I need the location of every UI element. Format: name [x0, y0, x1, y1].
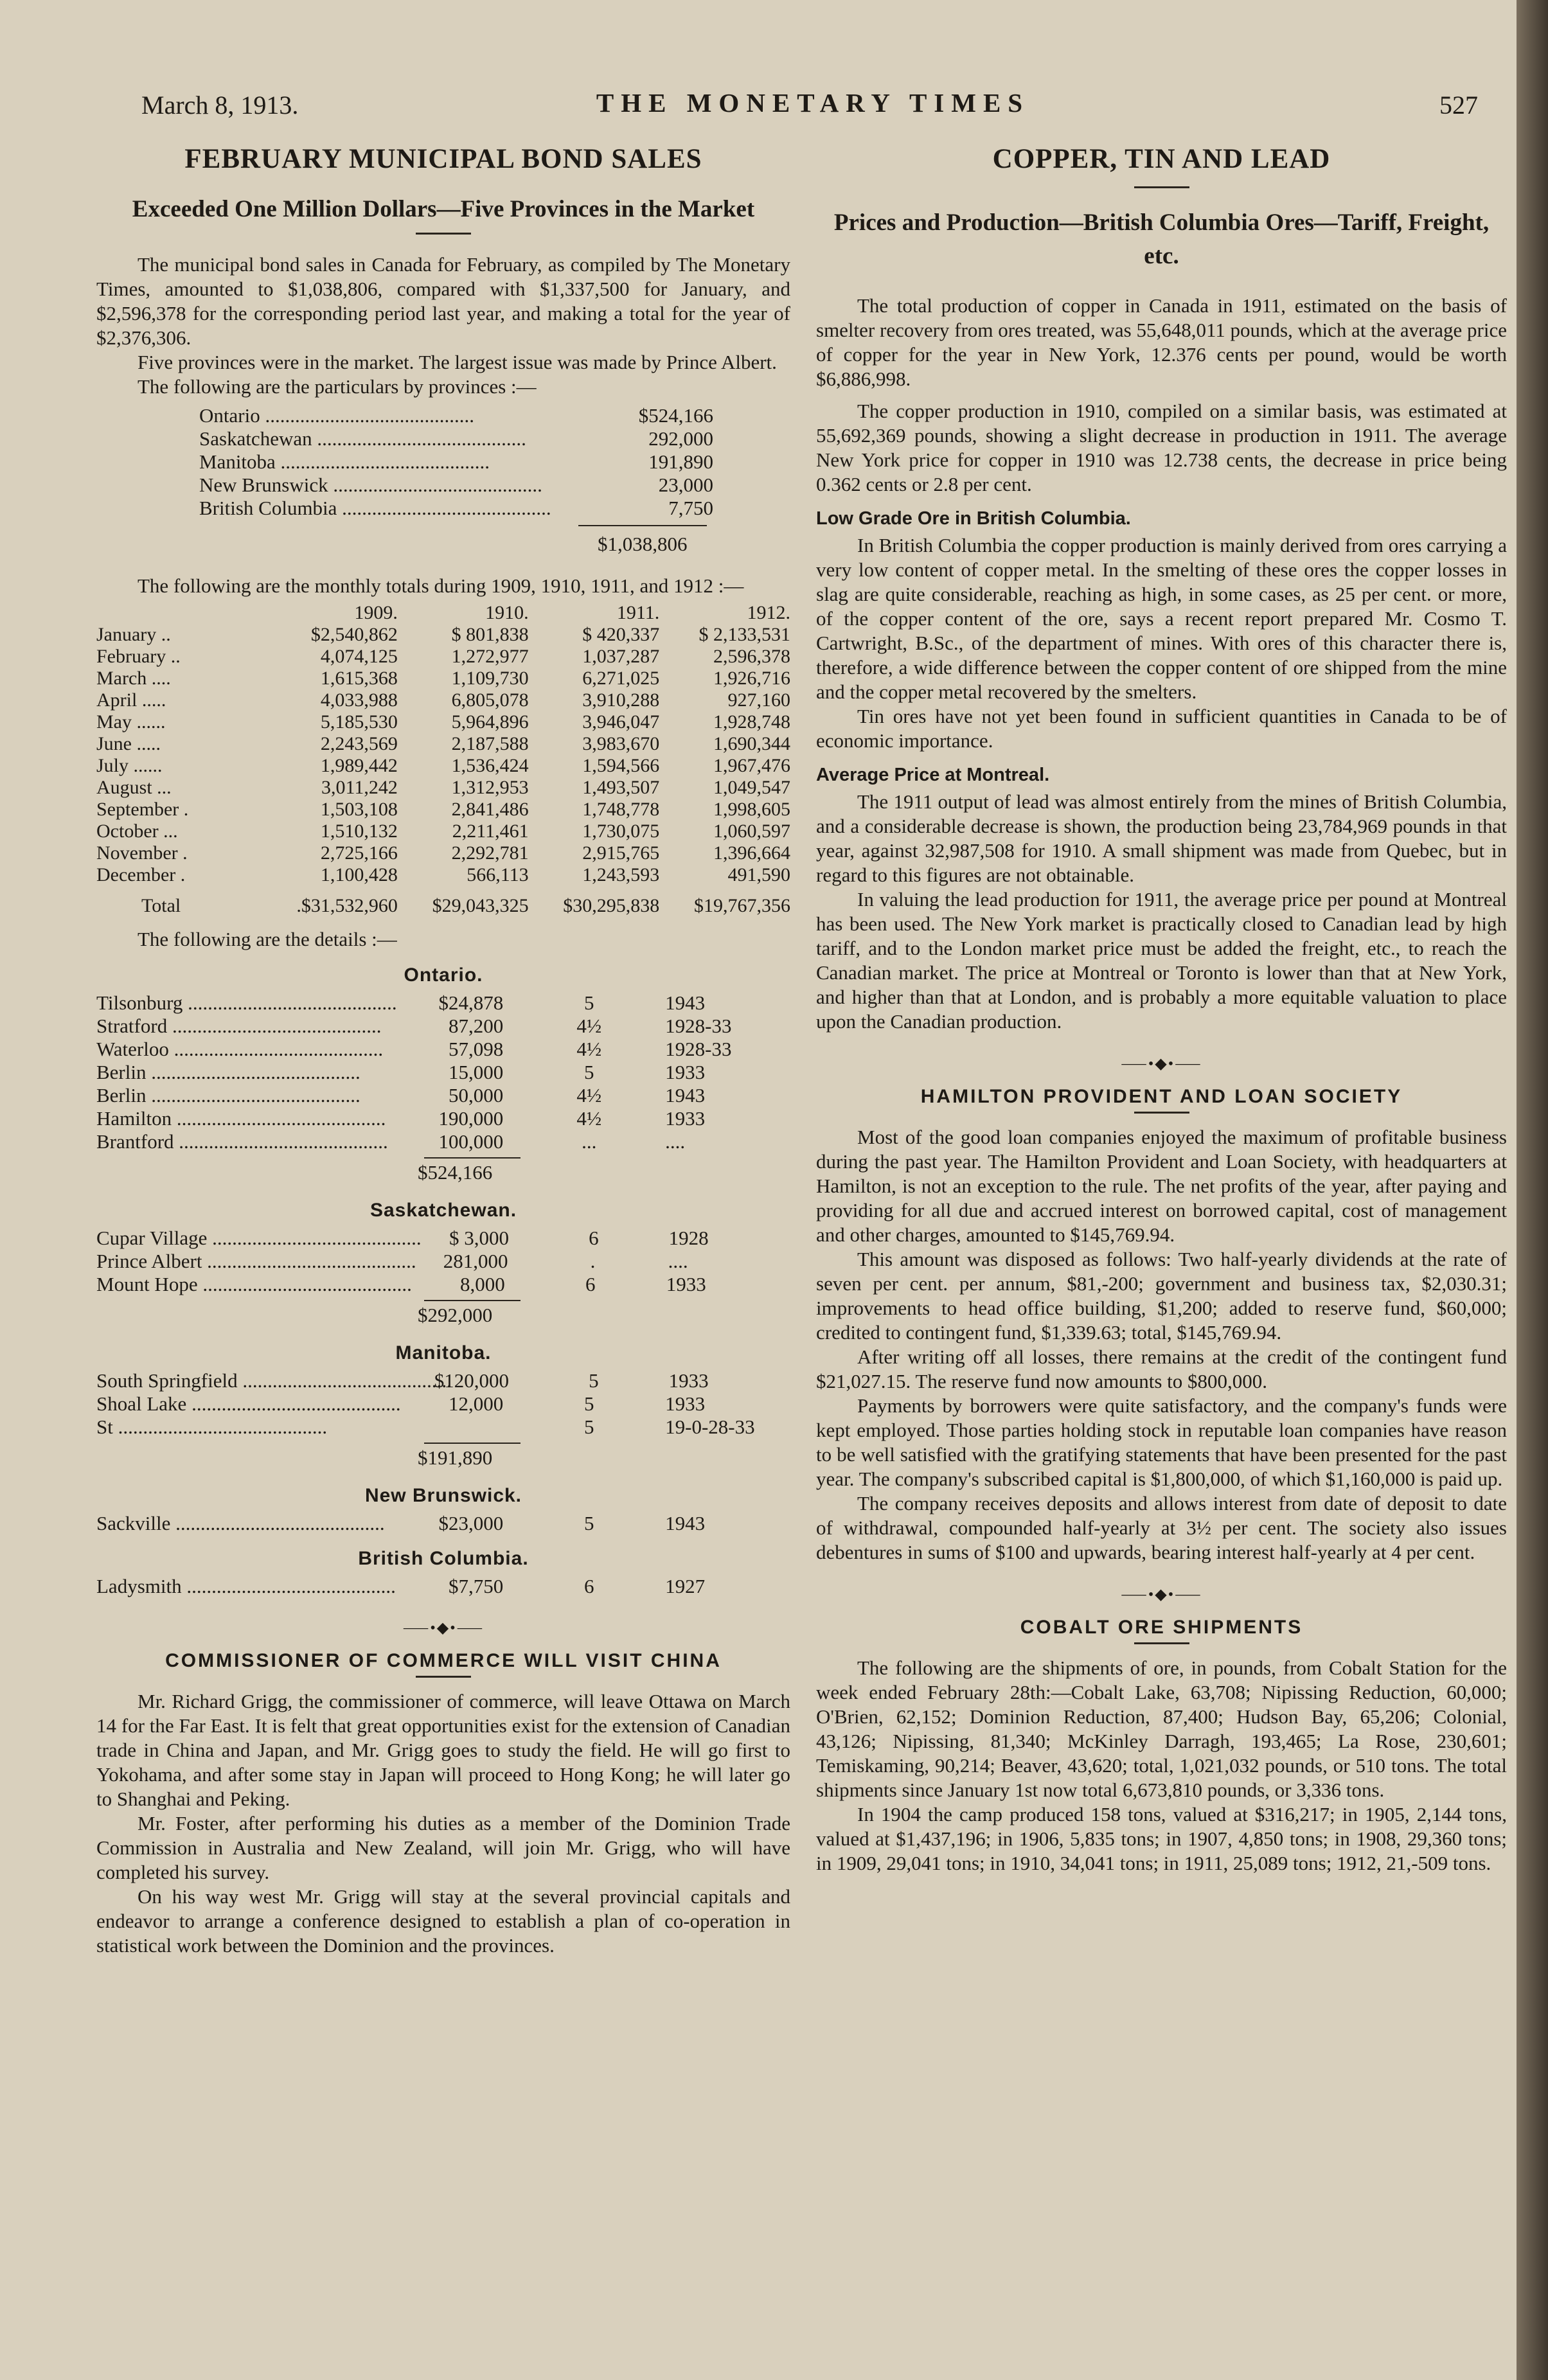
maturity-year: 1933 — [665, 1107, 706, 1130]
detail-row — [96, 1273, 790, 1296]
value-cell: 2,725,166 — [320, 842, 398, 864]
value-cell: 1,510,132 — [320, 821, 398, 842]
value-cell: 1,312,953 — [451, 777, 529, 798]
value-cell: 4,074,125 — [320, 646, 398, 667]
value-cell: 1,493,507 — [582, 777, 660, 798]
issue-amount: $24,878 — [438, 991, 504, 1014]
maturity-year: 1928 — [668, 1227, 709, 1249]
issue-amount: 100,000 — [438, 1130, 504, 1153]
interest-rate: 4½ — [576, 1107, 602, 1130]
value-cell: 2,187,588 — [451, 733, 529, 754]
details-intro: The following are the details :— — [138, 928, 397, 950]
copper-para-1: The total production of copper in Canada in 1911, estimated on the basis of smelter recovery from ores treated, was 55,648,011 pounds, which at the average price of copper for the year in New York, 12.376 cents per pound, would be worth $6,886,998. — [816, 294, 1507, 390]
maturity-year: 1933 — [666, 1273, 706, 1295]
issue-amount: 57,098 — [449, 1038, 504, 1060]
value-cell: $ 2,133,531 — [698, 624, 790, 645]
province-subtotal: $292,000 — [418, 1304, 493, 1326]
provinces-list — [96, 404, 790, 520]
interest-rate: 5 — [583, 991, 594, 1014]
monthly-intro: The following are the monthly totals during 1909, 1910, 1911, and 1912 :— — [138, 574, 744, 597]
provinces-total: $1,038,806 — [598, 533, 688, 555]
maturity-year: 1943 — [665, 1512, 706, 1534]
municipality-name: Brantford .......................................... — [96, 1130, 388, 1153]
interest-rate: 6 — [583, 1575, 594, 1597]
province-heading: Saskatchewan. — [369, 1200, 517, 1221]
maturity-year: .... — [668, 1250, 688, 1272]
value-cell: 4,033,988 — [320, 689, 398, 711]
detail-row — [96, 1061, 790, 1084]
detail-row — [96, 1369, 790, 1392]
detail-row — [96, 1038, 790, 1061]
book-spine — [1517, 0, 1548, 2380]
hamilton-para-5: The company receives deposits and allows interest from date of deposit to date of withdrawal, compounded half-yearly at 3½ per cent. The society also issues debentures in sums of $100 and upwards, bearing interest half-yearly at 4 per cent. — [816, 1492, 1507, 1563]
hamilton-para-3: After writing off all losses, there remains at the credit of the contingent fund $21,027.15. The reserve fund now amounts to $800,000. — [816, 1345, 1507, 1392]
value-cell: $ 420,337 — [582, 624, 660, 645]
value-cell: 3,011,242 — [321, 777, 398, 798]
detail-row — [96, 1130, 790, 1153]
copper-subtitle: Prices and Production—British Columbia Ores—Tariff, Freight, etc. — [833, 209, 1490, 269]
value-cell: 3,910,288 — [582, 689, 660, 711]
value-cell: 2,211,461 — [452, 821, 529, 842]
table-row — [96, 668, 790, 689]
province-row — [199, 427, 790, 450]
month-cell: April ..... — [96, 689, 166, 711]
bond-sales-para-2: Five provinces were in the market. The largest issue was made by Prince Albert. — [138, 351, 777, 373]
table-row — [96, 755, 790, 777]
value-cell: 1,396,664 — [713, 842, 790, 864]
hamilton-title: HAMILTON PROVIDENT AND LOAN SOCIETY — [920, 1086, 1403, 1107]
value-cell: 1,926,716 — [713, 668, 790, 689]
montreal-heading: Average Price at Montreal. — [816, 765, 1050, 785]
value-cell: 2,243,569 — [320, 733, 398, 754]
value-cell: 2,596,378 — [713, 646, 790, 667]
table-row — [96, 799, 790, 821]
total-cell: .$31,532,960 — [296, 895, 398, 916]
interest-rate: . — [590, 1250, 596, 1272]
province-name: Saskatchewan .......................................... — [199, 427, 526, 450]
ornament-divider: ⸺•◆•⸺ — [1121, 1586, 1202, 1603]
value-cell: 1,989,442 — [320, 755, 398, 776]
divider — [416, 1676, 471, 1678]
maturity-year: 1943 — [665, 991, 706, 1014]
municipality-name: Berlin .......................................... — [96, 1084, 360, 1106]
value-cell: 1,503,108 — [320, 799, 398, 820]
province-heading: Ontario. — [404, 964, 483, 986]
issue-amount: 8,000 — [460, 1273, 505, 1295]
issue-amount: 50,000 — [449, 1084, 504, 1106]
month-cell: December . — [96, 864, 186, 885]
cobalt-title: COBALT ORE SHIPMENTS — [1020, 1617, 1303, 1638]
issue-amount: $7,750 — [449, 1575, 504, 1597]
month-cell: September . — [96, 799, 189, 820]
month-cell: August ... — [96, 777, 172, 798]
page-number: 527 — [1439, 91, 1478, 120]
sum-rule — [578, 525, 707, 526]
province-name: Ontario .......................................... — [199, 404, 474, 427]
table-row — [96, 689, 790, 711]
total-label: Total — [141, 895, 181, 916]
month-cell: January .. — [96, 624, 171, 645]
table-row — [96, 624, 790, 646]
value-cell: 2,292,781 — [451, 842, 529, 864]
commerce-para-3: On his way west Mr. Grigg will stay at the several provincial capitals and endeavor to arrange a conference designed to establish a plan of co-operation in statistical work between the Dominion and the provinces. — [96, 1885, 790, 1957]
divider — [1134, 1112, 1189, 1114]
municipality-name: Shoal Lake .......................................... — [96, 1392, 401, 1415]
right-column — [816, 138, 1507, 1876]
issue-amount: 281,000 — [443, 1250, 508, 1272]
month-cell: November . — [96, 842, 188, 864]
detail-row — [96, 1015, 790, 1038]
province-heading: British Columbia. — [358, 1548, 529, 1569]
value-cell: 1,100,428 — [320, 864, 398, 885]
issue-amount — [409, 1416, 503, 1439]
ornament-divider: ⸺•◆•⸺ — [402, 1620, 485, 1637]
municipality-name: Waterloo .......................................... — [96, 1038, 384, 1060]
value-cell: 1,967,476 — [713, 755, 790, 776]
municipality-name: Cupar Village .......................................... — [96, 1227, 422, 1249]
province-heading: New Brunswick. — [364, 1485, 522, 1506]
low-grade-heading: Low Grade Ore in British Columbia. — [816, 508, 1131, 529]
maturity-year: 1933 — [665, 1392, 706, 1415]
value-cell: 491,590 — [727, 864, 790, 885]
interest-rate: 5 — [583, 1416, 594, 1438]
value-cell: 5,964,896 — [451, 711, 529, 733]
province-row — [199, 497, 790, 520]
table-row — [96, 733, 790, 755]
municipality-name: Sackville .......................................... — [96, 1512, 385, 1534]
details-list — [96, 964, 790, 1598]
cobalt-para-2: In 1904 the camp produced 158 tons, valued at $316,217; in 1905, 2,144 tons, valued at $1,437,196; in 1906, 5,835 tons; in 1907, 4,850 tons; in 1908, 29,360 tons; in 1909, 29,041 tons; in 1910, 34,041 tons; in 1911, 25,089 tons; 1912, 21,-509 tons. — [816, 1803, 1507, 1874]
month-cell: June ..... — [96, 733, 161, 754]
municipality-name: Prince Albert .......................................... — [96, 1250, 416, 1272]
left-column — [96, 138, 790, 1958]
divider — [1134, 1642, 1189, 1644]
detail-row — [96, 1227, 790, 1250]
municipality-name: Mount Hope .......................................... — [96, 1273, 412, 1295]
month-cell: July ...... — [96, 755, 163, 776]
detail-row — [96, 1107, 790, 1130]
issue-amount: $120,000 — [434, 1369, 510, 1392]
province-row — [199, 474, 790, 497]
value-cell: 1,037,287 — [582, 646, 660, 667]
ornament-divider: ⸺•◆•⸺ — [1121, 1056, 1202, 1072]
table-row — [96, 777, 790, 799]
blank-cell — [96, 602, 266, 624]
cobalt-para-1: The following are the shipments of ore, in pounds, from Cobalt Station for the week ended February 28th:—Cobalt Lake, 63,708; Nipissing Reduction, 60,000; O'Brien, 62,152; Dominion Reduction, 87,400; Hudson Bay, 65,206; Colonial, 43,126; Nipissing, 81,340; McKinley Darragh, 193,465; La Rose, 230,601; Temiskaming, 90,214; Beaver, 43,620; total, 1,021,032 pounds, or 510 tons. The total shipments since January 1st now total 6,673,810 pounds, or 3,336 tons. — [816, 1656, 1507, 1801]
divider — [1134, 186, 1189, 188]
year-header: 1909. — [354, 602, 398, 623]
hamilton-para-1: Most of the good loan companies enjoyed the maximum of profitable business during the past year. The Hamilton Provident and Loan Society, with headquarters at Hamilton, is not an exception to the rule. The net profits of the year, after paying and providing for all due and accrued interest on borrowed capital, cost of management and other charges, amounted to $145,769.94. — [816, 1126, 1507, 1246]
detail-row — [96, 1250, 790, 1273]
table-row — [96, 646, 790, 668]
table-row — [96, 842, 790, 864]
issue-amount: $23,000 — [438, 1512, 504, 1534]
maturity-year: 1943 — [665, 1084, 706, 1106]
commerce-para-2: Mr. Foster, after performing his duties as a member of the Dominion Trade Commission in Australia and New Zealand, will join Mr. Grigg, who will have completed his survey. — [96, 1812, 790, 1883]
total-cell: $30,295,838 — [563, 895, 660, 916]
value-cell: 1,928,748 — [713, 711, 790, 733]
value-cell: 1,109,730 — [451, 668, 529, 689]
year-header: 1912. — [747, 602, 790, 623]
issue-amount: 87,200 — [449, 1015, 504, 1037]
total-cell: $29,043,325 — [432, 895, 529, 916]
maturity-year: 1933 — [665, 1061, 706, 1083]
value-cell: 3,946,047 — [582, 711, 660, 733]
year-header: 1911. — [616, 602, 660, 623]
municipality-name: Hamilton .......................................... — [96, 1107, 386, 1130]
province-subtotal: $191,890 — [418, 1446, 493, 1469]
copper-para-6: In valuing the lead production for 1911, the average price per pound at Montreal has been used. The New York market is practically closed to Canadian lead by high tariff, and to the London market price must be added the freight, etc., to reach the Canadian market. The price at Montreal or Toronto is lower than that at New York, and higher than that at London, and is probably a more equitable valuation to place upon the Canadian production. — [816, 888, 1507, 1033]
municipality-name: Stratford .......................................... — [96, 1015, 382, 1037]
interest-rate: 5 — [583, 1392, 594, 1415]
province-name: British Columbia .......................................... — [199, 497, 551, 519]
bond-sales-para-3: The following are the particulars by provinces :— — [138, 375, 537, 398]
municipality-name: Ladysmith .......................................... — [96, 1575, 396, 1597]
page-header — [135, 90, 1491, 129]
maturity-year: 1928-33 — [665, 1015, 732, 1037]
issue-amount: 15,000 — [449, 1061, 504, 1083]
bond-sales-para-1: The municipal bond sales in Canada for February, as compiled by The Monetary Times, amounted to $1,038,806, compared with $1,337,500 for January, and $2,596,378 for the corresponding period last year, and making a total for the year of $2,376,306. — [96, 253, 790, 349]
table-header-row — [96, 602, 790, 624]
value-cell: 1,730,075 — [582, 821, 660, 842]
table-row — [96, 821, 790, 842]
month-cell: May ...... — [96, 711, 166, 733]
copper-para-3: In British Columbia the copper production is mainly derived from ores carrying a very low content of copper metal. In the smelting of these ores the copper losses in slag are quite considerable, reaching as high, in some cases, as 25 per cent. or more, of the copper content of the ore, says a recent report prepared Mr. Cosmo T. Cartwright, B.Sc., of the department of mines. With ores of this character there is, therefore, a wide difference between the copper content of ore shipped from the mine and the copper metal recovered by the smelters. — [816, 534, 1507, 703]
maturity-year: 1928-33 — [665, 1038, 732, 1060]
detail-row — [96, 1512, 790, 1535]
province-row — [199, 404, 790, 427]
interest-rate: 6 — [585, 1273, 596, 1295]
interest-rate: 6 — [589, 1227, 599, 1249]
value-cell: 1,272,977 — [451, 646, 529, 667]
interest-rate: 4½ — [576, 1084, 602, 1106]
copper-para-5: The 1911 output of lead was almost entirely from the mines of British Columbia, and a considerable decrease is shown, the production being 23,784,969 pounds in that year, against 32,987,508 for 1910. A small shipment was made from Quebec, but in regard to this figures are not obtainable. — [816, 790, 1507, 886]
detail-row — [96, 1084, 790, 1107]
value-cell: $ 801,838 — [451, 624, 529, 645]
province-name: New Brunswick .......................................... — [199, 474, 542, 496]
municipality-name: South Springfield .......................................... — [96, 1369, 452, 1392]
table-row — [96, 864, 790, 886]
value-cell: 1,049,547 — [713, 777, 790, 798]
value-cell: 1,748,778 — [582, 799, 660, 820]
value-cell: 3,983,670 — [582, 733, 660, 754]
value-cell: 1,594,566 — [582, 755, 660, 776]
province-heading: Manitoba. — [395, 1342, 492, 1363]
municipality-name: St .......................................... — [96, 1416, 328, 1438]
province-row — [199, 450, 790, 474]
divider — [416, 233, 471, 235]
municipality-name: Berlin .......................................... — [96, 1061, 360, 1083]
province-amount: $524,166 — [638, 404, 713, 427]
issue-amount: 12,000 — [449, 1392, 504, 1415]
detail-row — [96, 1392, 790, 1416]
detail-row — [96, 1575, 790, 1598]
issue-amount: $ 3,000 — [449, 1227, 510, 1249]
province-amount: 191,890 — [648, 450, 713, 473]
total-row — [96, 886, 790, 917]
hamilton-para-2: This amount was disposed as follows: Two half-yearly dividends at the rate of seven per cent. per annum, $81,-200; government and business tax, $2,030.31; improvements to head office building, $1,200; added to reserve fund, $60,000; credited to contingent fund, $1,339.63; total, $145,769.94. — [816, 1248, 1507, 1344]
hamilton-para-4: Payments by borrowers were quite satisfactory, and the company's funds were kept employed. Those parties holding stock in reputable loan companies have reason to be well satisfied with the gratifying statements that have been presented for the past year. The company's subscribed capital is $1,800,000, of which $1,160,000 is paid up. — [816, 1394, 1507, 1490]
value-cell: 566,113 — [467, 864, 529, 885]
interest-rate: 5 — [589, 1369, 599, 1392]
value-cell: 927,160 — [727, 689, 790, 711]
month-cell: March .... — [96, 668, 171, 689]
value-cell: 6,805,078 — [451, 689, 529, 711]
interest-rate: 4½ — [576, 1038, 602, 1060]
maturity-year: 1927 — [665, 1575, 706, 1597]
value-cell: 1,690,344 — [713, 733, 790, 754]
bond-sales-subtitle: Exceeded One Million Dollars—Five Provinces in the Market — [132, 196, 755, 222]
commerce-para-1: Mr. Richard Grigg, the commissioner of commerce, will leave Ottawa on March 14 for the Far East. It is felt that great opportunities exist for the extension of Canadian trade in China and Japan, and Mr. Grigg goes to study the field. He will go first to Yokohama, and after some stay in Japan will proceed to Hong Kong; he will later go to Shanghai and Peking. — [96, 1690, 790, 1810]
interest-rate: 5 — [583, 1512, 594, 1534]
value-cell: 1,615,368 — [320, 668, 398, 689]
table-row — [96, 711, 790, 733]
interest-rate: 4½ — [576, 1015, 602, 1037]
monthly-totals-table — [96, 602, 790, 917]
value-cell: 1,060,597 — [713, 821, 790, 842]
value-cell: 6,271,025 — [582, 668, 660, 689]
maturity-year: 1933 — [668, 1369, 709, 1392]
detail-row — [96, 991, 790, 1015]
value-cell: $2,540,862 — [310, 624, 398, 645]
value-cell: 1,536,424 — [451, 755, 529, 776]
value-cell: 2,915,765 — [582, 842, 660, 864]
journal-title: THE MONETARY TIMES — [596, 88, 1030, 118]
month-cell: February .. — [96, 646, 181, 667]
copper-para-4: Tin ores have not yet been found in sufficient quantities in Canada to be of economic importance. — [816, 705, 1507, 752]
province-subtotal: $524,166 — [418, 1161, 493, 1184]
province-amount: 292,000 — [648, 427, 713, 450]
maturity-year: .... — [665, 1130, 686, 1153]
copper-para-2: The copper production in 1910, compiled on a similar basis, was estimated at 55,692,369 pounds, showing a slight decrease in production in 1911. The average New York price for copper in 1910 was 12.738 cents, the decrease in price being 0.362 cents or 2.8 per cent. — [816, 400, 1507, 495]
value-cell: 1,243,593 — [582, 864, 660, 885]
bond-sales-title: FEBRUARY MUNICIPAL BOND SALES — [184, 144, 702, 174]
value-cell: 2,841,486 — [451, 799, 529, 820]
year-header: 1910. — [485, 602, 529, 623]
interest-rate: ... — [582, 1130, 597, 1153]
detail-row — [96, 1416, 790, 1439]
total-cell: $19,767,356 — [694, 895, 790, 916]
copper-title: COPPER, TIN AND LEAD — [992, 144, 1331, 174]
municipality-name: Tilsonburg .......................................... — [96, 991, 397, 1014]
maturity-year: 19-0-28-33 — [665, 1416, 755, 1438]
province-amount: 23,000 — [658, 474, 713, 496]
province-name: Manitoba .......................................... — [199, 450, 490, 473]
issue-amount: 190,000 — [438, 1107, 504, 1130]
value-cell: 5,185,530 — [320, 711, 398, 733]
value-cell: 1,998,605 — [713, 799, 790, 820]
interest-rate: 5 — [583, 1061, 594, 1083]
month-cell: October ... — [96, 821, 178, 842]
province-amount: 7,750 — [668, 497, 713, 519]
issue-date: March 8, 1913. — [141, 91, 299, 120]
commerce-title: COMMISSIONER OF COMMERCE WILL VISIT CHINA — [165, 1650, 722, 1671]
